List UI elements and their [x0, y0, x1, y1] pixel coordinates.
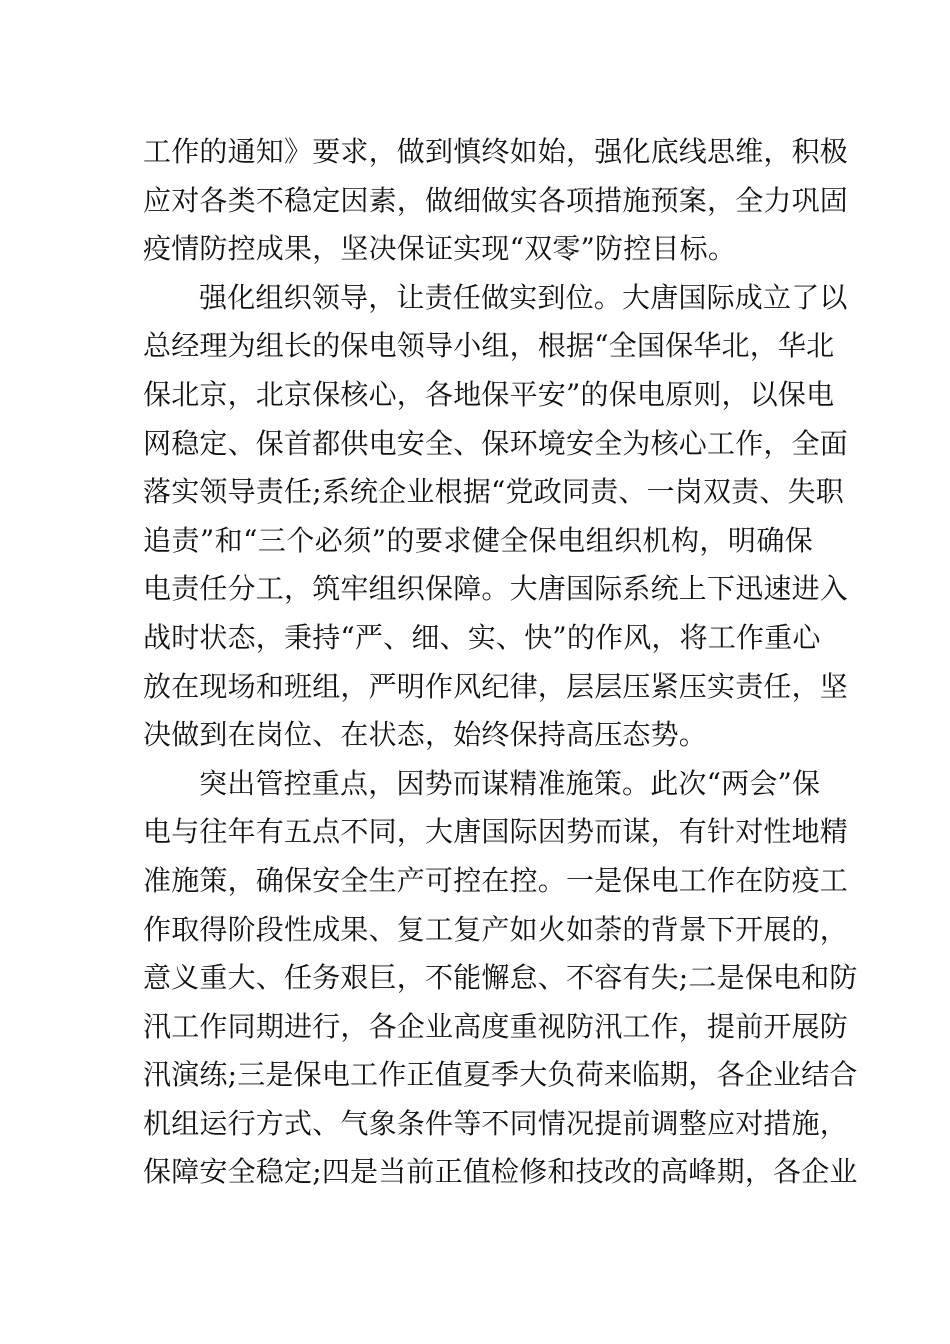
text-line: 汛工作同期进行，各企业高度重视防汛工作，提前开展防: [143, 1009, 849, 1043]
text-line: 保障安全稳定;四是当前正值检修和技改的高峰期，各企业: [143, 1155, 858, 1189]
text-line: 放在现场和班组，严明作风纪律，层层压紧压实责任，坚: [143, 669, 849, 703]
text-line: 疫情防控成果，坚决保证实现“双零”防控目标。: [143, 232, 737, 266]
text-line: 电与往年有五点不同，大唐国际因势而谋，有针对性地精: [143, 815, 849, 849]
paragraph-first-line: 强化组织领导，让责任做实到位。大唐国际成立了以: [199, 280, 848, 314]
text-line: 机组运行方式、气象条件等不同情况提前调整应对措施，: [143, 1106, 849, 1140]
text-line: 战时状态，秉持“严、细、实、快”的作风，将工作重心: [143, 620, 821, 654]
text-line: 保北京，北京保核心，各地保平安”的保电原则，以保电: [143, 377, 835, 411]
text-line: 意义重大、任务艰巨，不能懈怠、不容有失;二是保电和防: [143, 961, 858, 995]
text-line: 追责”和“三个必须”的要求健全保电组织机构，明确保: [143, 523, 813, 557]
text-line: 作取得阶段性成果、复工复产如火如荼的背景下开展的，: [143, 912, 849, 946]
text-line: 电责任分工，筑牢组织保障。大唐国际系统上下迅速进入: [143, 572, 849, 606]
text-line: 工作的通知》要求，做到慎终如始，强化底线思维，积极: [143, 135, 849, 168]
text-line: 落实领导责任;系统企业根据“党政同责、一岗双责、失职: [143, 475, 844, 509]
text-line: 网稳定、保首都供电安全、保环境安全为核心工作，全面: [143, 426, 849, 460]
document-body: [143, 128, 858, 1197]
paragraph-first-line: 突出管控重点，因势而谋精准施策。此次“两会”保: [199, 766, 821, 800]
text-line: 汛演练;三是保电工作正值夏季大负荷来临期，各企业结合: [143, 1058, 858, 1092]
text-line: 应对各类不稳定因素，做细做实各项措施预案，全力巩固: [143, 183, 849, 217]
text-line: 准施策，确保安全生产可控在控。一是保电工作在防疫工: [143, 863, 849, 897]
text-line: 总经理为组长的保电领导小组，根据“全国保华北，华北: [143, 329, 835, 363]
text-line: 决做到在岗位、在状态，始终保持高压态势。: [143, 718, 708, 752]
